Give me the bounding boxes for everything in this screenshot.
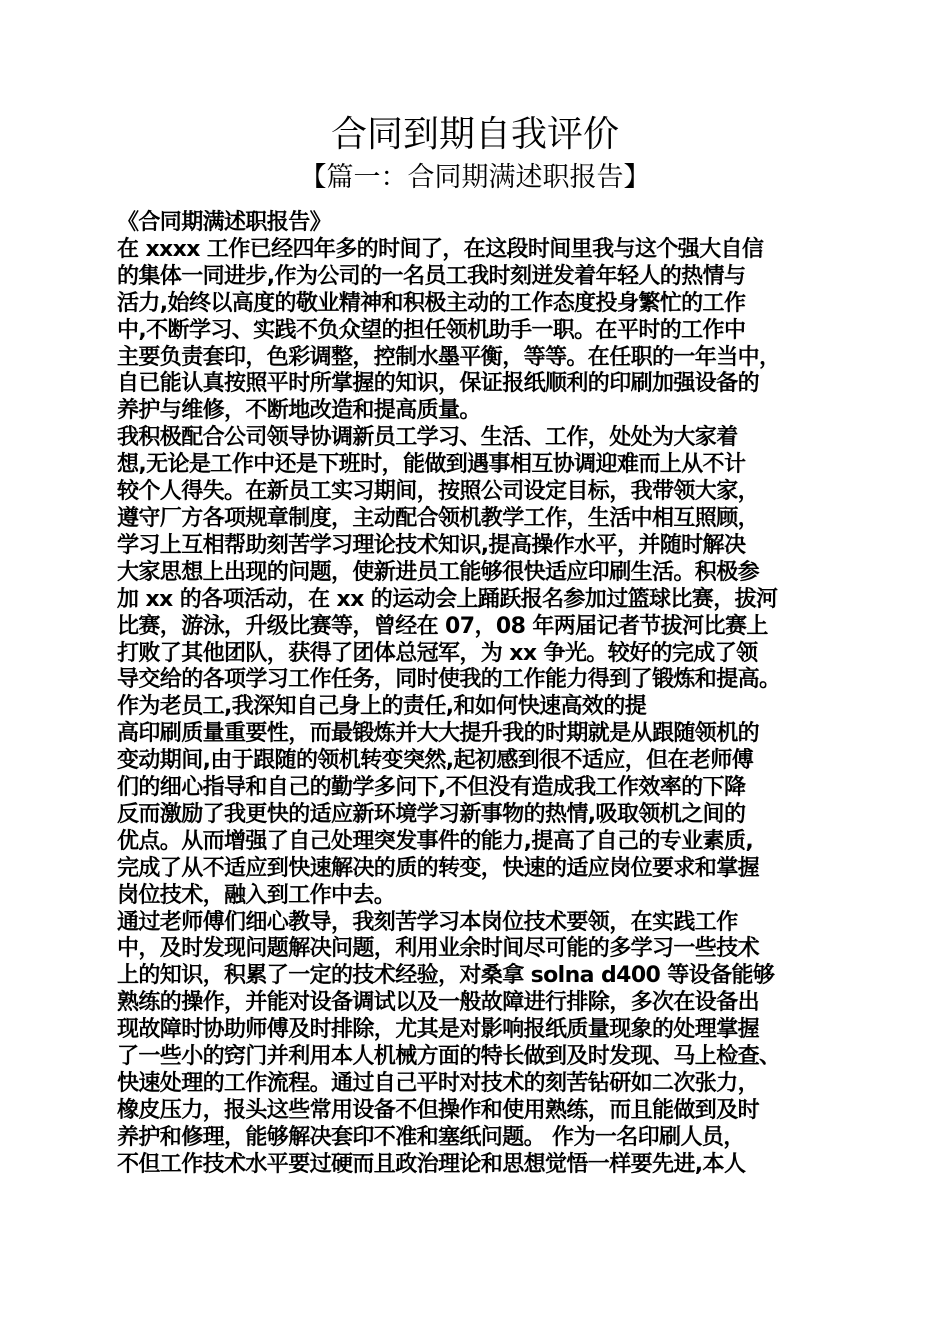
text-line: 导交给的各项学习工作任务，同时使我的工作能力得到了锻炼和提高。 xyxy=(117,667,781,693)
text-line: 现故障时协助师傅及时排除，尤其是对影响报纸质量现象的处理掌握 xyxy=(117,1017,760,1043)
text-line: 上的知识，积累了一定的技术经验，对桑拿 solna d400 等设备能够 xyxy=(117,963,775,989)
text-line: 大家思想上出现的问题，使新进员工能够很快适应印刷生活。积极参 xyxy=(117,559,760,585)
text-line: 中,不断学习、实践不负众望的担任领机助手一职。在平时的工作中 xyxy=(117,317,746,343)
text-line: 熟练的操作，并能对设备调试以及一般故障进行排除，多次在设备出 xyxy=(117,990,760,1016)
document-title: 合同到期自我评价 xyxy=(330,114,619,155)
text-line: 们的细心指导和自己的勤学多问下,不但没有造成我工作效率的下降 xyxy=(117,775,746,801)
text-line: 了一些小的窍门并利用本人机械方面的特长做到及时发现、马上检查、 xyxy=(117,1044,781,1070)
text-line: 优点。从而增强了自己处理突发事件的能力,提高了自己的专业素质, xyxy=(117,828,754,854)
text-line: 我积极配合公司领导协调新员工学习、生活、工作，处处为大家着 xyxy=(117,425,738,451)
text-line: 变动期间,由于跟随的领机转变突然,起初感到很不适应，但在老师傅 xyxy=(117,748,754,774)
text-line: 较个人得失。在新员工实习期间，按照公司设定目标，我带领大家， xyxy=(117,479,760,505)
text-line: 《合同期满述职报告》 xyxy=(117,210,332,235)
text-line: 高印刷质量重要性，而最锻炼并大大提升我的时期就是从跟随领机的 xyxy=(117,721,760,747)
text-line: 在 xxxx 工作已经四年多的时间了，在这段时间里我与这个强大自信 xyxy=(117,236,764,262)
text-line: 想,无论是工作中还是下班时，能做到遇事相互协调迎难而上从不计 xyxy=(117,452,746,478)
text-line: 学习上互相帮助刻苦学习理论技术知识,提高操作水平，并随时解决 xyxy=(117,532,746,558)
text-line: 打败了其他团队，获得了团体总冠军，为 xx 争光。较好的完成了领 xyxy=(117,640,758,666)
text-line: 作为老员工,我深知自己身上的责任,和如何快速高效的提 xyxy=(117,694,647,720)
text-line: 自已能认真按照平时所掌握的知识，保证报纸顺利的印刷加强设备的 xyxy=(117,371,760,397)
text-line: 反而激励了我更快的适应新环境学习新事物的热情,吸取领机之间的 xyxy=(117,801,746,827)
text-line: 主要负责套印，色彩调整，控制水墨平衡，等等。在任职的一年当中， xyxy=(117,344,781,370)
text-line: 遵守厂方各项规章制度，主动配合领机教学工作，生活中相互照顾， xyxy=(117,505,760,531)
text-line: 养护和修理，能够解决套印不准和塞纸问题。 作为一名印刷人员， xyxy=(117,1124,745,1150)
text-line: 加 xx 的各项活动，在 xx 的运动会上踊跃报名参加过篮球比赛，拔河 xyxy=(117,586,778,612)
text-line: 中，及时发现问题解决问题，利用业余时间尽可能的多学习一些技术 xyxy=(117,936,760,962)
text-line: 橡皮压力，报头这些常用设备不但操作和使用熟练，而且能做到及时 xyxy=(117,1097,760,1123)
text-line: 通过老师傅们细心教导，我刻苦学习本岗位技术要领，在实践工作 xyxy=(117,909,738,935)
text-line: 的集体一同进步,作为公司的一名员工我时刻迸发着年轻人的热情与 xyxy=(117,263,746,289)
text-line: 比赛，游泳，升级比赛等，曾经在 07，08 年两届记者节拔河比赛上 xyxy=(117,613,768,639)
text-line: 不但工作技术水平要过硬而且政治理论和思想觉悟一样要先进,本人 xyxy=(117,1151,746,1177)
text-line: 完成了从不适应到快速解决的质的转变，快速的适应岗位要求和掌握 xyxy=(117,855,760,881)
text-line: 岗位技术，融入到工作中去。 xyxy=(117,882,396,908)
text-line: 养护与维修，不断地改造和提高质量。 xyxy=(117,398,481,424)
text-line: 活力,始终以高度的敬业精神和积极主动的工作态度投身繁忙的工作 xyxy=(117,290,746,316)
document-body xyxy=(117,210,852,1179)
document-subtitle: 【篇一：合同期满述职报告】 xyxy=(299,162,651,193)
text-line: 快速处理的工作流程。通过自己平时对技术的刻苦钻研如二次张力， xyxy=(117,1071,760,1096)
